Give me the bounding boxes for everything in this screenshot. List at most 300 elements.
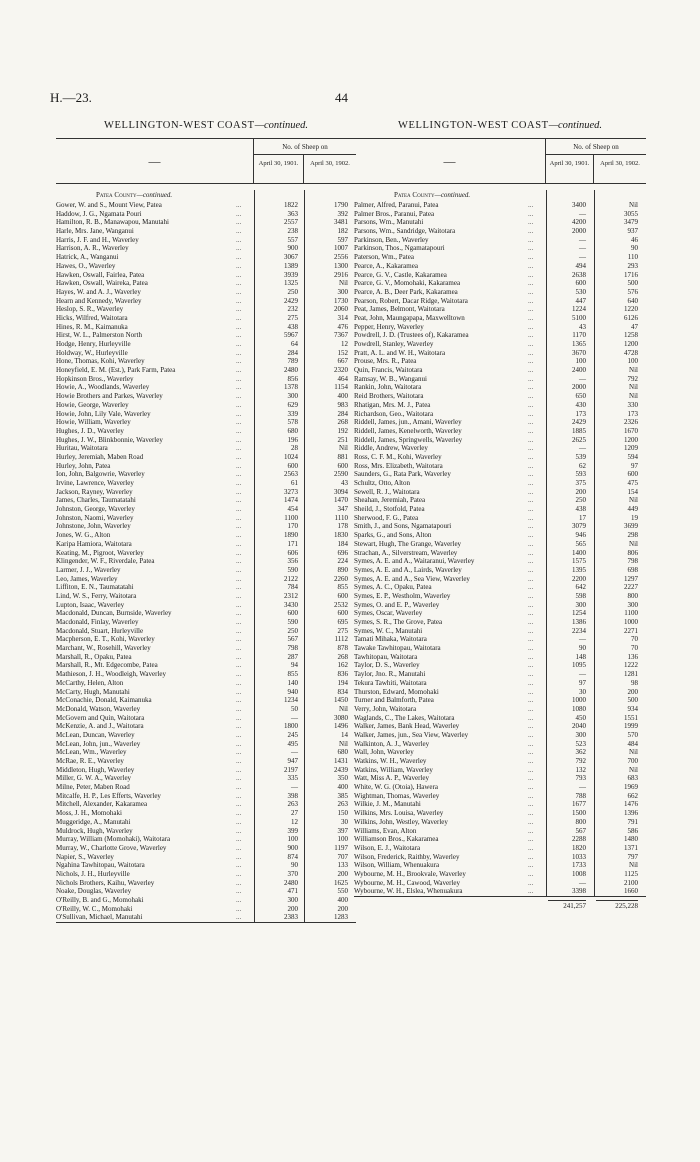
sheep-1902: 890 (337, 565, 348, 574)
owner-name: Walker, James, Bank Head, Waverley (354, 722, 460, 731)
table-row (354, 618, 646, 627)
sheep-1901: 438 (575, 505, 586, 514)
sheep-1901: 171 (287, 539, 298, 548)
leader-dots: ... (236, 435, 242, 444)
owner-name: Williamson Bros., Kakaramea (354, 835, 439, 844)
owner-name: Mitcalfe, H. P., Les Efferts, Waverley (56, 791, 161, 800)
left-table-header (56, 138, 356, 184)
table-row (56, 714, 356, 723)
owner-name: Reid Brothers, Waitotara (354, 392, 424, 401)
leader-dots: ... (528, 722, 534, 731)
owner-name: Liffiton, E. N., Taumatatahi (56, 583, 134, 592)
owner-name: Harle, Mrs. Jane, Wanganui (56, 227, 134, 236)
owner-name: Richardson, Geo., Waitotara (354, 409, 434, 418)
sheep-1902: 194 (337, 678, 348, 687)
owner-name: Harris, J. F. and H., Waverley (56, 235, 139, 244)
sheep-1901: 1000 (572, 696, 586, 705)
sheep-1902: 100 (337, 835, 348, 844)
owner-name: Hughes, J. D., Waverley (56, 426, 124, 435)
sheep-1902: 696 (337, 548, 348, 557)
leader-dots: ... (528, 209, 534, 218)
owner-name: Haddow, J. G., Ngamata Pouri (56, 209, 142, 218)
sheep-1902: 464 (337, 374, 348, 383)
sheep-1902: 70 (631, 644, 638, 653)
sheep-1902: 834 (337, 687, 348, 696)
sheep-1902: 133 (337, 861, 348, 870)
sheep-1901: 284 (287, 348, 298, 357)
county-heading: Patea County—continued. (96, 191, 173, 199)
leader-dots: ... (528, 426, 534, 435)
owner-name: Palmer, Alfred, Paranui, Patea (354, 201, 439, 209)
sheep-1902: 1396 (624, 809, 638, 818)
owner-name: Symes, S. R., The Grove, Patea (354, 618, 443, 626)
owner-name: O'Reilly, B. and G., Momohaki (56, 896, 144, 904)
leader-dots: ... (528, 279, 534, 288)
table-row (56, 835, 356, 844)
owner-name: Tawhitopau, Waitotara (354, 652, 418, 661)
table-row (56, 809, 356, 818)
owner-name: Keating, M., Pigroot, Waverley (56, 548, 144, 557)
leader-dots: ... (528, 696, 534, 705)
table-row (354, 540, 646, 549)
sheep-1901: 339 (287, 409, 298, 418)
leader-dots: ... (236, 678, 242, 687)
owner-name: Hurley, Jeremiah, Maben Road (56, 452, 144, 461)
table-row (56, 644, 356, 653)
leader-dots: ... (236, 565, 242, 574)
table-row (354, 870, 646, 879)
table-row (56, 870, 356, 879)
sheep-1901: 2563 (284, 470, 298, 479)
table-row (56, 522, 356, 531)
table-row (354, 748, 646, 757)
sheep-1902: 667 (337, 357, 348, 366)
leader-dots: ... (236, 313, 242, 322)
owner-name: Wilkie, J. M., Manutahi (354, 800, 421, 809)
table-row (56, 314, 356, 323)
sheep-1902: 1297 (624, 574, 638, 583)
owner-name: Rankin, John, Waitotara (354, 383, 422, 392)
sheep-1902: Nil (629, 539, 638, 548)
sheep-1902: 698 (627, 565, 638, 574)
sheep-1901: 438 (287, 322, 298, 331)
table-row (354, 479, 646, 488)
sheep-1902: 550 (337, 887, 348, 896)
leader-dots: ... (528, 565, 534, 574)
sheep-1901: 1378 (284, 383, 298, 392)
leader-dots: ... (528, 739, 534, 748)
sheep-1901: 3067 (284, 253, 298, 262)
sheep-1901: 148 (575, 652, 586, 661)
leader-dots: ... (236, 748, 242, 757)
sheep-1902: 937 (627, 227, 638, 236)
year-1902-header: April 30, 1902. (310, 160, 350, 167)
owner-name: Prouse, Mrs. R., Patea (354, 357, 417, 366)
sheep-1902: 707 (337, 852, 348, 861)
sheep-1902: 30 (341, 817, 348, 826)
sheep-1901: 530 (575, 287, 586, 296)
leader-dots: ... (236, 218, 242, 227)
sheep-1902: 298 (627, 531, 638, 540)
sheep-1901: 2200 (572, 574, 586, 583)
table-row (56, 661, 356, 670)
leader-dots: ... (528, 452, 534, 461)
owner-name: Riddell, James, Springwells, Waverley (354, 435, 463, 444)
leader-dots: ... (236, 227, 242, 236)
leader-dots: ... (236, 366, 242, 375)
sheep-1901: 90 (579, 644, 586, 653)
table-row (56, 279, 356, 288)
table-row (354, 470, 646, 479)
leader-dots: ... (528, 574, 534, 583)
leader-dots: ... (528, 227, 534, 236)
table-row (354, 818, 646, 827)
leader-dots: ... (528, 331, 534, 340)
leader-dots: ... (528, 374, 534, 383)
sheep-1902: 400 (337, 896, 348, 904)
sheep-1901: 600 (287, 461, 298, 470)
county-heading: Patea County—continued. (394, 191, 471, 199)
sheep-1902: 1220 (624, 305, 638, 314)
table-row (354, 453, 646, 462)
leader-dots: ... (236, 253, 242, 262)
sheep-1901: 900 (287, 843, 298, 852)
owner-name: Noake, Douglas, Waverley (56, 887, 132, 896)
leader-dots: ... (528, 809, 534, 818)
leader-dots: ... (236, 687, 242, 696)
sheep-1901: 245 (287, 730, 298, 739)
sheep-1901: 2400 (572, 366, 586, 375)
table-row (354, 279, 646, 288)
sheep-1901: 3430 (284, 600, 298, 609)
table-row (354, 357, 646, 366)
owner-name: Symes, E. P., Westholm, Waverley (354, 591, 451, 600)
leader-dots: ... (236, 574, 242, 583)
sheep-1902: 347 (337, 505, 348, 514)
table-row (354, 566, 646, 575)
owner-name: Honeyfield, E. M. (Est.), Park Farm, Patea (56, 366, 176, 375)
owner-name: White, W. G. (Otoia), Hawera (354, 783, 438, 792)
owner-name: Lind, W. S., Ferry, Waitotara (56, 591, 137, 600)
sheep-1901: 232 (287, 305, 298, 314)
sheep-1902: Nil (629, 392, 638, 401)
leader-dots: ... (236, 305, 242, 314)
sheep-1902: 184 (337, 539, 348, 548)
sheep-1902: 836 (337, 670, 348, 679)
right-table-title: WELLINGTON-WEST COAST—continued. (397, 120, 603, 131)
sheep-1901: 94 (291, 661, 298, 670)
sheep-1901: 793 (575, 774, 586, 783)
table-row (354, 401, 646, 410)
leader-dots: ... (236, 887, 242, 896)
sheep-1902: 1100 (624, 609, 638, 618)
owner-name: Parkinson, Thos., Ngamatapouri (354, 244, 445, 253)
leader-dots: ... (236, 444, 242, 453)
owner-name: Macdonald, Stuart, Hurleyville (56, 626, 144, 635)
table-row (354, 522, 646, 531)
sheep-1902: 2439 (334, 765, 348, 774)
owner-name: Murray, W., Charlotte Grove, Waverley (56, 843, 167, 852)
table-row (56, 323, 356, 332)
table-row (56, 887, 356, 896)
sheep-1901: 100 (575, 357, 586, 366)
sheep-1902: 1716 (624, 270, 638, 279)
sheep-1902: 224 (337, 557, 348, 566)
sheep-1902: 1258 (624, 331, 638, 340)
sheep-1902: Nil (629, 201, 638, 209)
owner-name: Irvine, Lawrence, Waverley (56, 479, 134, 487)
sheep-1902: 475 (627, 479, 638, 487)
sheep-1901: 1395 (572, 565, 586, 574)
sheep-1902: 200 (337, 904, 348, 913)
sheep-1902: 1125 (624, 869, 638, 878)
owner-name: Hatrick, A., Wanganui (56, 253, 119, 262)
sheep-1902: 2532 (334, 600, 348, 609)
table-row (56, 496, 356, 505)
table-row (56, 427, 356, 436)
sheep-1901: 3398 (572, 887, 586, 896)
owner-name: Ross, Mrs. Elizabeth, Waitotara (354, 461, 443, 470)
sheep-1901: — (579, 235, 586, 244)
sheep-1901: 275 (287, 313, 298, 322)
sheep-1902: 178 (337, 522, 348, 531)
leader-dots: ... (236, 670, 242, 679)
table-row (354, 757, 646, 766)
sheep-1901: 1008 (572, 869, 586, 878)
leader-dots: ... (236, 522, 242, 531)
leader-dots: ... (528, 409, 534, 418)
leader-dots: ... (236, 461, 242, 470)
owner-name: Miller, G. W. A., Waverley (56, 774, 132, 783)
leader-dots: ... (236, 209, 242, 218)
leader-dots: ... (236, 713, 242, 722)
leader-dots: ... (236, 505, 242, 514)
leader-dots: ... (236, 783, 242, 792)
sheep-1902: Nil (339, 279, 348, 288)
sheep-1902: 6126 (624, 313, 638, 322)
leader-dots: ... (236, 635, 242, 644)
owner-name: Larmer, J. J., Waverley (56, 565, 121, 574)
sheep-1901: 1733 (572, 861, 586, 870)
owner-name: Wilkins, John, Westley, Waverley (354, 817, 448, 826)
sheep-1901: 2000 (572, 383, 586, 392)
sheep-1902: 500 (627, 279, 638, 288)
leader-dots: ... (528, 435, 534, 444)
sheep-1901: 64 (291, 340, 298, 348)
table-row (56, 444, 356, 453)
sheep-1901: 792 (575, 757, 586, 765)
owner-name: Parsons, Wm., Manutahi (354, 218, 424, 227)
owner-name: Sheild, J., Stotfold, Patea (354, 505, 425, 514)
sheep-1901: 800 (575, 817, 586, 826)
table-row (56, 792, 356, 801)
sheep-1901: 2625 (572, 435, 586, 444)
leader-dots: ... (528, 522, 534, 531)
table-row (56, 331, 356, 340)
sheep-1901: — (579, 635, 586, 644)
table-row (354, 323, 646, 332)
sheep-1901: 789 (287, 357, 298, 366)
sheep-1901: 784 (287, 583, 298, 592)
owner-name: Muggeridge, A., Manutahi (56, 817, 131, 826)
sheep-1902: 98 (631, 678, 638, 687)
leader-dots: ... (236, 861, 242, 870)
leader-dots: ... (528, 340, 534, 348)
sheep-1901: — (291, 783, 298, 792)
sheep-1902: 397 (337, 826, 348, 835)
sheep-1901: 1575 (572, 557, 586, 566)
table-row (354, 436, 646, 445)
sheep-1902: 154 (627, 487, 638, 496)
sheep-1901: 1100 (284, 513, 298, 522)
right-rows (354, 201, 646, 896)
owner-name: James, Charles, Taumatatahi (56, 496, 136, 505)
sheep-1901: 523 (575, 739, 586, 748)
sheep-1902: 1670 (624, 426, 638, 435)
sheep-1902: 2060 (334, 305, 348, 314)
table-row (354, 627, 646, 636)
sheep-1902: 150 (337, 809, 348, 818)
leader-dots: ... (236, 392, 242, 401)
sheep-1901: 2122 (284, 574, 298, 583)
leader-dots: ... (528, 261, 534, 270)
sheep-1901: — (579, 444, 586, 453)
owner-name: Macpherson, E. T., Kohi, Waverley (56, 635, 155, 644)
leader-dots: ... (528, 496, 534, 505)
leader-dots: ... (528, 305, 534, 314)
leader-dots: ... (236, 878, 242, 887)
leader-dots: ... (528, 557, 534, 566)
sheep-1902: 2326 (624, 418, 638, 427)
owner-name: Macdonald, Duncan, Burnside, Waverley (56, 609, 172, 618)
owner-name: Johnston, George, Waverley (56, 505, 135, 514)
leader-dots: ... (528, 322, 534, 331)
sheep-1901: 856 (287, 374, 298, 383)
sheep-1902: 1112 (334, 635, 348, 644)
sheep-1901: 30 (579, 687, 586, 696)
leader-dots: ... (236, 739, 242, 748)
owner-name: Sheahan, Jeremiah, Patea (354, 496, 426, 505)
table-row (56, 557, 356, 566)
table-row (56, 635, 356, 644)
sheep-1901: 539 (575, 452, 586, 461)
sheep-1901: 3079 (572, 522, 586, 531)
owner-name: Walkinton, A. J., Waverley (354, 739, 430, 748)
table-row (354, 262, 646, 271)
owner-name: Nichols, J. H., Hurleyville (56, 869, 130, 878)
table-row (354, 271, 646, 280)
table-row (56, 514, 356, 523)
sheep-1902: 600 (337, 591, 348, 600)
leader-dots: ... (236, 201, 242, 209)
leader-dots: ... (236, 470, 242, 479)
sheep-1901: 3400 (572, 201, 586, 209)
owner-name: Pearce, A., Kakaramea (354, 261, 418, 270)
table-row (56, 549, 356, 558)
sheep-1901: 650 (575, 392, 586, 401)
table-row (56, 679, 356, 688)
sheep-1901: 61 (291, 479, 298, 487)
table-row (354, 505, 646, 514)
table-row (354, 696, 646, 705)
table-row (56, 748, 356, 757)
table-row (354, 783, 646, 792)
owner-name: Leo, James, Waverley (56, 574, 118, 583)
owner-name: McDonald, Watson, Waverley (56, 704, 141, 713)
sheep-1901: 642 (575, 583, 586, 592)
sheep-1902: 1730 (334, 296, 348, 305)
sheep-1901: 567 (287, 635, 298, 644)
sheep-1902: 275 (337, 626, 348, 635)
leader-dots: ... (528, 774, 534, 783)
sheep-1901: 3273 (284, 487, 298, 496)
table-row (354, 410, 646, 419)
owner-name: Wybourne, M. H., Brookvale, Waverley (354, 869, 466, 878)
sheep-1901: 1024 (284, 452, 298, 461)
sheep-1902: 640 (627, 296, 638, 305)
sheep-1901: 2288 (572, 835, 586, 844)
total-1902: 225,228 (596, 900, 638, 910)
sheep-1902: 3094 (334, 487, 348, 496)
table-row (56, 879, 356, 888)
table-row (354, 635, 646, 644)
leader-dots: ... (528, 470, 534, 479)
owner-name: McLean, Duncan, Waverley (56, 730, 135, 739)
sheep-1902: 792 (627, 374, 638, 383)
leader-dots: ... (236, 487, 242, 496)
sheep-1901: 2638 (572, 270, 586, 279)
sheep-1902: 2227 (624, 583, 638, 592)
sheep-1902: 3479 (624, 218, 638, 227)
table-row (56, 505, 356, 514)
table-row (354, 314, 646, 323)
sheep-1902: 1283 (334, 913, 348, 922)
sheep-1901: 2000 (572, 227, 586, 236)
owner-name: Hirst, W. L., Palmerston North (56, 331, 142, 340)
table-row (354, 670, 646, 679)
sheep-1901: 50 (291, 704, 298, 713)
sheep-1902: 1200 (624, 435, 638, 444)
table-row (354, 305, 646, 314)
sheep-1901: — (579, 878, 586, 887)
sheep-1902: 110 (627, 253, 638, 262)
sheep-1901: 200 (287, 904, 298, 913)
table-row (354, 844, 646, 853)
leader-dots: ... (528, 609, 534, 618)
leader-dots: ... (528, 678, 534, 687)
sheep-1901: 1389 (284, 261, 298, 270)
sheep-1901: 680 (287, 426, 298, 435)
table-row (56, 566, 356, 575)
leader-dots: ... (528, 687, 534, 696)
table-row (56, 236, 356, 245)
sheep-1902: 1830 (334, 531, 348, 540)
leader-dots: ... (236, 557, 242, 566)
table-row (354, 661, 646, 670)
sheep-1902: 392 (337, 209, 348, 218)
sheep-1902: 330 (627, 400, 638, 409)
table-row (354, 679, 646, 688)
leader-dots: ... (528, 730, 534, 739)
leader-dots: ... (236, 261, 242, 270)
leader-dots: ... (528, 244, 534, 253)
owner-name: Riddell, James, Kenelworth, Waverley (354, 426, 462, 435)
year-1901-header: April 30, 1901. (546, 155, 594, 183)
table-row (56, 800, 356, 809)
leader-dots: ... (528, 652, 534, 661)
table-row (56, 609, 356, 618)
table-row (354, 653, 646, 662)
